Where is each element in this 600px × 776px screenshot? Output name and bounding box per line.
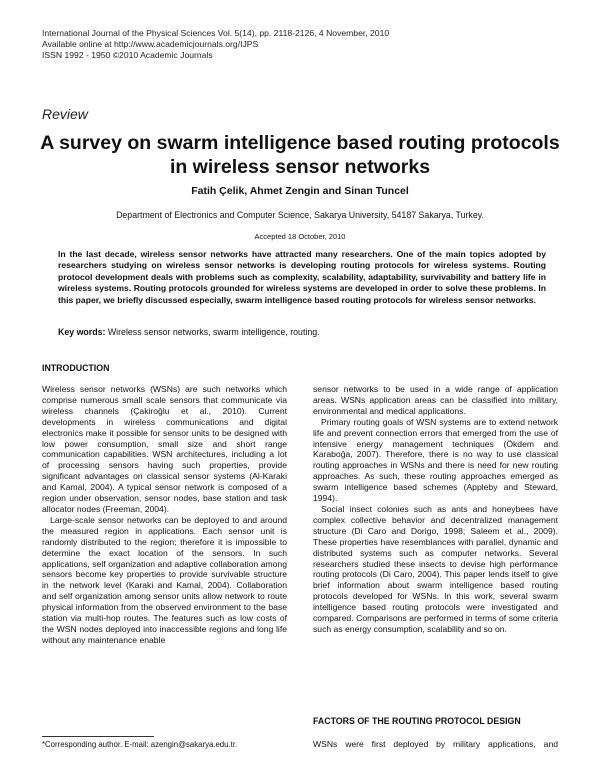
keywords — [58, 327, 546, 337]
journal-issn: ISSN 1992 - 1950 ©2010 Academic Journals — [42, 50, 213, 60]
left-column — [42, 384, 287, 646]
keywords-text: Wireless sensor networks, swarm intelligence, routing. — [107, 327, 320, 337]
paragraph: Primary routing goals of WSN systems are to extend network life and prevent connection errors that emerged from the use of intensive energy management techniques (Ökdem and Karaboğa, 2007). Therefore, there is no way to use classical routing approaches in WSNs and there is need for new routing approaches. As such, these routing approaches emerged as swarm intelligence based schemes (Appleby and Steward, 1994). — [313, 416, 558, 504]
journal-citation: International Journal of the Physical Sciences Vol. 5(14), pp. 2118-2126, 4 November, 2010 — [42, 28, 390, 38]
authors: Fatih Çelik, Ahmet Zengin and Sinan Tuncel — [191, 185, 409, 197]
footnote: *Corresponding author. E-mail: azengin@sakarya.edu.tr. — [42, 740, 238, 749]
footnote-divider — [42, 736, 154, 737]
paper-title: A survey on swarm intelligence based routing protocols in wireless sensor networks — [40, 132, 560, 178]
paragraph: Wireless sensor networks (WSNs) are such networks which comprise numerous small scale sensors that communicate via wireless channels (Çakiroğlu et al., 2010). Current developments in wireless communications and digital electronics make it possible for sensor units to be designed with low power consumption, small size and short range communication capabilities. WSN architectures, including a lot of processing sensors having such properties, provide significant advantages on classical sensor systems (Al-Karaki and Kamal, 2004). A typical sensor network is composed of a region under observation, sensor nodes, base station and task allocator nodes (Freeman, 2004). — [42, 384, 287, 514]
right-column — [313, 384, 558, 635]
section-heading-introduction: INTRODUCTION — [42, 363, 110, 373]
paragraph: Social insect colonies such as ants and honeybees have complex collective behavior and decentralized management structure (Di Caro and Dorigo, 1998; Saleem et al., 2009). These properties have resemblances with parallel, dynamic and distributed systems such as computer networks. Several researchers studied these insects to devise high performance routing protocols (Di Caro, 2004). This paper lends itself to give brief information about swarm intelligence based routing protocols developed for WSNs. In this work, several swarm intelligence based routing protocols were investigated and compared. Comparisons are performed in terms of some criteria such as energy consumption, scalability and so on. — [313, 503, 558, 634]
journal-url[interactable]: Available online at http://www.academicjournals.org/IJPS — [42, 39, 259, 49]
paragraph: WSNs were first deployed by military applications, and — [313, 739, 558, 749]
paragraph: Large-scale sensor networks can be deployed to and around the measured region in applications. Each sensor unit is randomly distributed to the region; therefore it is impossible to determine the exact location of the sensors. In such applications, self organization and adaptive collaboration among sensors become key properties to provide survivable structure in the network level (Karaki and Kamal, 2004). Collaboration and self organization among sensor units allow network to route physical information from the observed environment to the base station via multi-hop routes. The features such as low costs of the WSN nodes deployed into inaccessible regions and long life without any maintenance enable — [42, 514, 287, 645]
section-heading-factors: FACTORS OF THE ROUTING PROTOCOL DESIGN — [313, 716, 521, 726]
abstract: In the last decade, wireless sensor networks have attracted many researchers. One of the main topics adopted by researchers studying on wireless sensor networks is developing routing protocols for wireless systems. Routing protocol development deals with problems such as complexity, scalability, adaptability, survivability and battery life in wireless systems. Routing protocols grounded for wireless systems are developed in order to solve these problems. In this paper, we briefly discussed especially, swarm intelligence based routing protocols for wireless sensor networks. — [58, 249, 546, 305]
paragraph: sensor networks to be used in a wide range of application areas. WSNs application areas can be classified into military, environmental and medical applications. — [313, 384, 558, 416]
keywords-label: Key words: — [58, 327, 106, 337]
article-type: Review — [42, 106, 88, 122]
affiliation: Department of Electronics and Computer Science, Sakarya University, 54187 Sakarya, Turkey. — [116, 210, 484, 220]
journal-header — [42, 28, 389, 61]
accepted-date: Accepted 18 October, 2010 — [254, 232, 346, 241]
